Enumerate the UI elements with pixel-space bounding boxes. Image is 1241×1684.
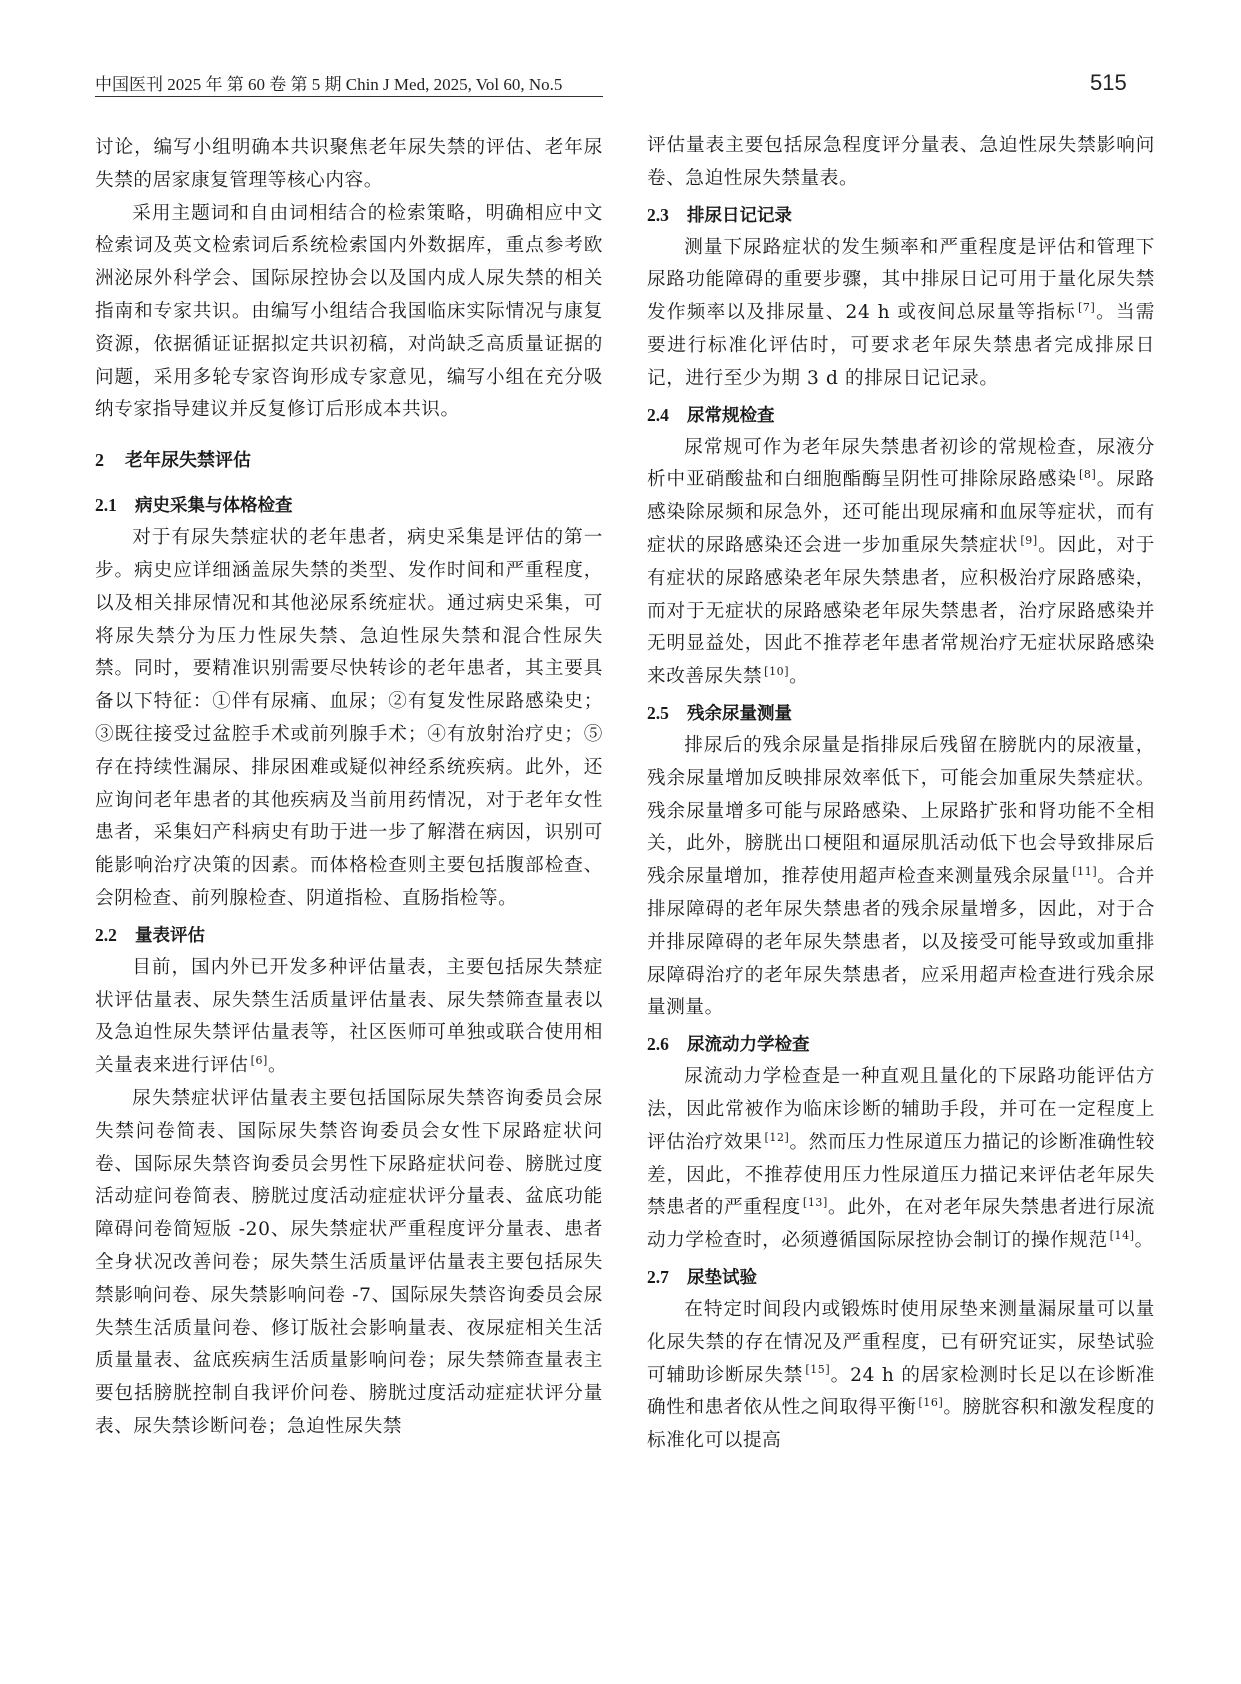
right-column	[647, 130, 1155, 1458]
subsection-number: 2.5	[647, 702, 669, 723]
subsection-number: 2.3	[647, 204, 669, 225]
paragraph-text: 。此外，在对老年尿失禁患者进行尿流动力学检查时，必须遵循国际尿控协会制订的操作规范	[647, 1197, 1155, 1252]
citation: [14]	[1109, 1228, 1135, 1242]
subsection-title: 量表评估	[135, 925, 205, 946]
citation: [9]	[1020, 533, 1038, 547]
citation: [15]	[805, 1363, 831, 1377]
paragraph-text: 。24 h 的居家检测时长足以在诊断准确性和患者依从性之间取得平衡	[647, 1364, 1155, 1419]
subsection-number: 2.2	[95, 924, 117, 945]
subsection-heading	[95, 920, 603, 952]
paragraph	[647, 1061, 1155, 1258]
running-header: 中国医刊 2025 年 第 60 卷 第 5 期 Chin J Med, 2025, Vol 60, No.5	[95, 75, 563, 94]
subsection-heading	[647, 400, 1155, 432]
subsection-number: 2.7	[647, 1266, 669, 1287]
paragraph-text: 在特定时间段内或锻炼时使用尿垫来测量漏尿量可以量化尿失禁的存在情况及严重程度，已有研究证实，尿垫试验可辅助诊断尿失禁	[647, 1298, 1155, 1386]
paragraph: 评估量表主要包括尿急程度评分量表、急迫性尿失禁影响问卷、急迫性尿失禁量表。	[647, 135, 1155, 189]
paragraph-text: 。当需要进行标准化评估时，可要求老年尿失禁患者完成排尿日记，进行至少为期 3 d 的排尿日记记录。	[647, 302, 1155, 389]
paragraph: 讨论，编写小组明确本共识聚焦老年尿失禁的评估、老年尿失禁的居家康复管理等核心内容。	[95, 137, 603, 191]
section-heading	[95, 445, 603, 476]
paragraph-text: 。因此，对于有症状的尿路感染老年尿失禁患者，应积极治疗尿路感染，而对于无症状的尿路感染老年尿失禁患者，治疗尿路感染并无明显益处，因此不推荐老年患者常规治疗无症状尿路感染来改善尿失禁	[647, 534, 1155, 688]
subsection-title: 病史采集与体格检查	[135, 496, 293, 517]
paragraph-text: 。	[789, 666, 809, 688]
subsection-number: 2.1	[95, 495, 117, 516]
paragraph-text: 测量下尿路症状的发生频率和严重程度是评估和管理下尿路功能障碍的重要步骤，其中排尿日记可用于量化尿失禁发作频率以及排尿量、24 h 或夜间总尿量等指标	[647, 236, 1155, 324]
paragraph-text: 排尿后的残余尿量是指排尿后残留在膀胱内的尿液量，残余尿量增加反映排尿效率低下，可能会加重尿失禁症状。残余尿量增多可能与尿路感染、上尿路扩张和肾功能不全相关，此外，膀胱出口梗阻和逼尿肌活动低下也会导致排尿后残余尿量增加，推荐使用超声检查来测量残余尿量	[647, 734, 1155, 888]
subsection-title: 尿垫试验	[687, 1267, 757, 1288]
paragraph-text: 尿流动力学检查是一种直观且量化的下尿路功能评估方法，因此常被作为临床诊断的辅助手段，并可在一定程度上评估治疗效果	[647, 1066, 1155, 1153]
subsection-title: 残余尿量测量	[687, 703, 792, 724]
paragraph-text: 目前，国内外已开发多种评估量表，主要包括尿失禁症状评估量表、尿失禁生活质量评估量表、尿失禁筛查量表以及急迫性尿失禁评估量表等，社区医师可单独或联合使用相关量表来进行评估	[95, 956, 603, 1077]
subsection-heading	[647, 1029, 1155, 1061]
citation: [12]	[764, 1130, 790, 1144]
paragraph: 尿失禁症状评估量表主要包括国际尿失禁咨询委员会尿失禁问卷简表、国际尿失禁咨询委员会女性下尿路症状问卷、国际尿失禁咨询委员会男性下尿路症状问卷、膀胱过度活动症问卷简表、膀胱过度活动症症状评分量表、盆底功能障碍问卷简短版 -20、尿失禁症状严重程度评分量表、患者全身状况改善问卷；尿失禁生活质量评估量表主要包括尿失禁影响问卷、尿失禁影响问卷 -7、国际尿失禁咨询委员会尿失禁生活质量问卷、修订版社会影响量表、夜尿症相关生活质量量表、盆底疾病生活质量影响问卷；尿失禁筛查量表主要包括膀胱控制自我评价问卷、膀胱过度活动症症状评分量表、尿失禁诊断问卷；急迫性尿失禁	[95, 1087, 603, 1437]
citation: [13]	[802, 1196, 828, 1210]
paragraph: 采用主题词和自由词相结合的检索策略，明确相应中文检索词及英文检索词后系统检索国内外数据库，重点参考欧洲泌尿外科学会、国际尿控协会以及国内成人尿失禁的相关指南和专家共识。由编写小组结合我国临床实际情况与康复资源，依据循证证据拟定共识初稿，对尚缺乏高质量证据的问题，采用多轮专家咨询形成专家意见，编写小组在充分吸纳专家指导建议并反复修订后形成本共识。	[95, 202, 603, 421]
paragraph-text: 。尿路感染除尿频和尿急外，还可能出现尿痛和血尿等症状，而有症状的尿路感染还会进一步加重尿失禁症状	[647, 469, 1155, 556]
paragraph-text: 。膀胱容积和激发程度的标准化可以提高	[647, 1397, 1155, 1452]
paragraph-text: 。	[1134, 1230, 1154, 1252]
subsection-number: 2.6	[647, 1034, 669, 1055]
section-number: 2	[95, 450, 104, 471]
citation: [7]	[1078, 301, 1096, 314]
subsection-title: 排尿日记记录	[687, 205, 792, 226]
subsection-heading	[647, 1262, 1155, 1294]
subsection-number: 2.4	[647, 404, 669, 425]
subsection-heading	[647, 200, 1155, 232]
paragraph-text: 。合并排尿障碍的老年尿失禁患者的残余尿量增多，因此，对于合并排尿障碍的老年尿失禁患者，以及接受可能导致或加重排尿障碍治疗的老年尿失禁患者，应采用超声检查进行残余尿量测量。	[647, 866, 1155, 1019]
subsection-heading	[647, 698, 1155, 730]
citation: [8]	[1078, 468, 1097, 482]
section-title: 老年尿失禁评估	[125, 450, 251, 472]
paragraph	[647, 432, 1155, 694]
header-rule	[95, 96, 603, 97]
paragraph-text: 。然而压力性尿道压力描记的诊断准确性较差，因此，不推荐使用压力性尿道压力描记来评估老年尿失禁患者的严重程度	[647, 1131, 1155, 1219]
paragraph	[647, 730, 1155, 1025]
citation: [6]	[250, 1053, 268, 1067]
citation: [16]	[918, 1396, 944, 1410]
left-column	[95, 132, 603, 1444]
paragraph-text: 尿常规可作为老年尿失禁患者初诊的常规检查，尿液分析中亚硝酸盐和白细胞酯酶呈阴性可排除尿路感染	[647, 436, 1155, 491]
subsection-title: 尿流动力学检查	[687, 1035, 810, 1056]
subsection-title: 尿常规检查	[687, 405, 775, 426]
citation: [11]	[1072, 864, 1098, 878]
paragraph: 对于有尿失禁症状的老年患者，病史采集是评估的第一步。病史应详细涵盖尿失禁的类型、发作时间和严重程度，以及相关排尿情况和其他泌尿系统症状。通过病史采集，可将尿失禁分为压力性尿失禁、急迫性尿失禁和混合性尿失禁。同时，要精准识别需要尽快转诊的老年患者，其主要具备以下特征：①伴有尿痛、血尿；②有复发性尿路感染史；③既往接受过盆腔手术或前列腺手术；④有放射治疗史；⑤存在持续性漏尿、排尿困难或疑似神经系统疾病。此外，还应询问老年患者的其他疾病及当前用药情况，对于老年女性患者，采集妇产科病史有助于进一步了解潜在病因，识别可能影响治疗决策的因素。而体格检查则主要包括腹部检查、会阴检查、前列腺检查、阴道指检、直肠指检等。	[95, 527, 603, 909]
paragraph-text: 。	[267, 1055, 288, 1077]
paragraph	[95, 952, 603, 1083]
paragraph	[647, 232, 1155, 396]
page-number: 515	[1090, 70, 1127, 95]
paragraph	[647, 1294, 1155, 1458]
subsection-heading	[95, 490, 603, 522]
citation: [10]	[764, 664, 790, 678]
